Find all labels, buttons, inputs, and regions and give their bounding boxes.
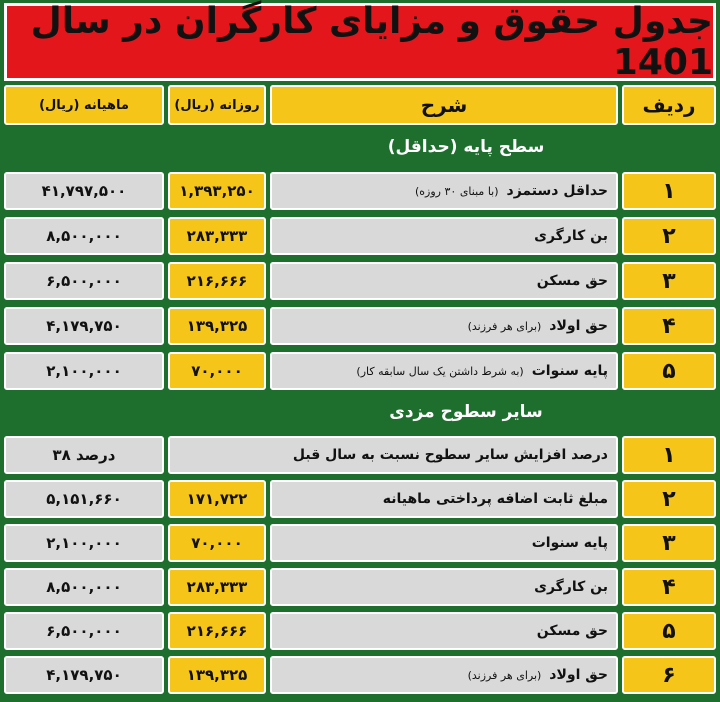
- s1-row1-label: حداقل دستمزد: [506, 183, 608, 199]
- s2-row5-label: حق مسکن: [536, 623, 608, 639]
- s1-row5-label: پایه سنوات: [531, 363, 608, 379]
- header-description: شرح: [270, 85, 618, 125]
- s2-row1-number: ۱: [622, 436, 716, 474]
- section-title-base: سطح پایه (حداقل): [387, 137, 545, 157]
- s1-row2-description: [270, 217, 618, 255]
- s1-row4-note: (برای هر فرزند): [467, 319, 542, 333]
- s2-row6-description: [270, 656, 618, 694]
- s1-row4-description: [270, 307, 618, 345]
- s1-row1-daily: ۱,۳۹۳,۲۵۰: [168, 172, 266, 210]
- s1-row1-note: (با مبنای ۳۰ روزه): [415, 184, 499, 198]
- s2-row6-label: حق اولاد: [549, 667, 608, 683]
- s1-row4-number: ۴: [622, 307, 716, 345]
- s2-row6-monthly: ۴,۱۷۹,۷۵۰: [4, 656, 164, 694]
- s1-row2-label: بن کارگری: [534, 228, 608, 244]
- s1-row2-number: ۲: [622, 217, 716, 255]
- s2-row4-label: بن کارگری: [534, 579, 608, 595]
- page-title: جدول حقوق و مزایای کارگران در سال 1401: [4, 3, 716, 81]
- s2-row3-monthly: ۲,۱۰۰,۰۰۰: [4, 524, 164, 562]
- s1-row1-monthly: ۴۱,۷۹۷,۵۰۰: [4, 172, 164, 210]
- s2-row6-number: ۶: [622, 656, 716, 694]
- s2-row1-description: [168, 436, 618, 474]
- s1-row5-description: [270, 352, 618, 390]
- s1-row4-label: حق اولاد: [549, 318, 608, 334]
- header-daily: روزانه (ریال): [168, 85, 266, 125]
- s1-row5-number: ۵: [622, 352, 716, 390]
- s2-row5-description: [270, 612, 618, 650]
- s2-row5-monthly: ۶,۵۰۰,۰۰۰: [4, 612, 164, 650]
- s1-row5-monthly: ۲,۱۰۰,۰۰۰: [4, 352, 164, 390]
- s2-row3-description: [270, 524, 618, 562]
- s1-row5-note: (به شرط داشتن یک سال سابقه کار): [356, 364, 524, 378]
- s2-row1-monthly: ۳۸ درصد: [4, 436, 164, 474]
- s1-row4-monthly: ۴,۱۷۹,۷۵۰: [4, 307, 164, 345]
- s2-row2-number: ۲: [622, 480, 716, 518]
- s2-row2-label: مبلغ ثابت اضافه پرداختی ماهیانه: [382, 491, 608, 507]
- s2-row3-number: ۳: [622, 524, 716, 562]
- section-title-other: سایر سطوح مزدی: [389, 402, 543, 422]
- s2-row6-note: (برای هر فرزند): [467, 668, 542, 682]
- s1-row2-monthly: ۸,۵۰۰,۰۰۰: [4, 217, 164, 255]
- header-row-number: ردیف: [622, 85, 716, 125]
- s2-row2-description: [270, 480, 618, 518]
- s2-row2-daily: ۱۷۱,۷۲۲: [168, 480, 266, 518]
- s1-row3-daily: ۲۱۶,۶۶۶: [168, 262, 266, 300]
- s2-row4-monthly: ۸,۵۰۰,۰۰۰: [4, 568, 164, 606]
- s1-row3-monthly: ۶,۵۰۰,۰۰۰: [4, 262, 164, 300]
- s2-row5-daily: ۲۱۶,۶۶۶: [168, 612, 266, 650]
- s2-row2-monthly: ۵,۱۵۱,۶۶۰: [4, 480, 164, 518]
- s2-row4-daily: ۲۸۳,۳۳۳: [168, 568, 266, 606]
- s2-row6-daily: ۱۳۹,۳۲۵: [168, 656, 266, 694]
- s1-row3-label: حق مسکن: [536, 273, 608, 289]
- s1-row1-number: ۱: [622, 172, 716, 210]
- s1-row4-daily: ۱۳۹,۳۲۵: [168, 307, 266, 345]
- s1-row1-description: [270, 172, 618, 210]
- s2-row4-description: [270, 568, 618, 606]
- s1-row3-number: ۳: [622, 262, 716, 300]
- s1-row5-daily: ۷۰,۰۰۰: [168, 352, 266, 390]
- s2-row3-daily: ۷۰,۰۰۰: [168, 524, 266, 562]
- s2-row1-label: درصد افزایش سایر سطوح نسبت به سال قبل: [292, 447, 608, 463]
- header-monthly: ماهیانه (ریال): [4, 85, 164, 125]
- s1-row2-daily: ۲۸۳,۳۳۳: [168, 217, 266, 255]
- s2-row4-number: ۴: [622, 568, 716, 606]
- s1-row3-description: [270, 262, 618, 300]
- s2-row3-label: پایه سنوات: [531, 535, 608, 551]
- s2-row5-number: ۵: [622, 612, 716, 650]
